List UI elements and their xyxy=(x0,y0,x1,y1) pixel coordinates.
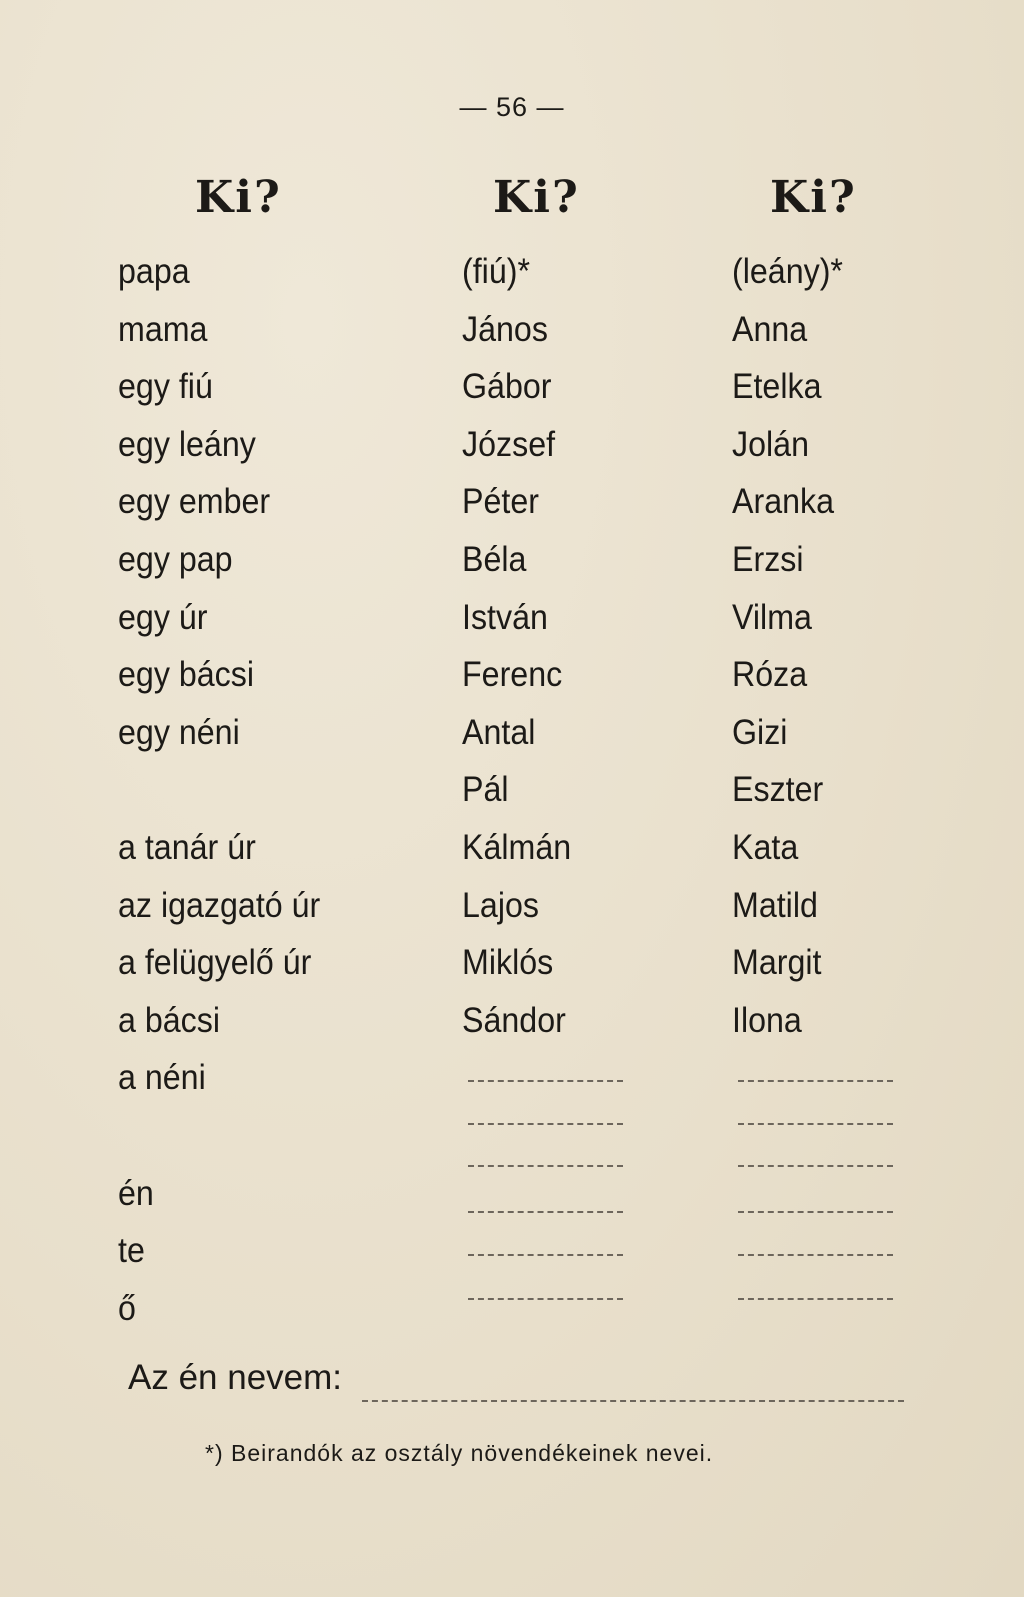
list-item: ő xyxy=(118,1289,136,1328)
footnote: *) Beirandók az osztály növendékeinek nevei. xyxy=(205,1440,714,1466)
list-item: Erzsi xyxy=(732,540,804,579)
list-item: Gábor xyxy=(462,367,552,406)
list-item: a bácsi xyxy=(118,1001,221,1040)
list-item: Pál xyxy=(462,770,509,809)
list-item: (leány)* xyxy=(732,252,843,291)
list-item: Gizi xyxy=(732,713,788,752)
column-heading: Ki? xyxy=(493,172,580,223)
list-item: egy bácsi xyxy=(118,655,255,694)
blank-line xyxy=(468,1254,623,1256)
list-item: te xyxy=(118,1231,145,1270)
list-item: a néni xyxy=(118,1058,206,1097)
page-number: — 56 — xyxy=(459,92,565,122)
list-item: István xyxy=(462,598,548,637)
list-item: Ferenc xyxy=(462,655,563,694)
blank-line xyxy=(738,1211,893,1213)
blank-line xyxy=(468,1211,623,1213)
column-heading: Ki? xyxy=(195,172,282,223)
list-item: a felügyelő úr xyxy=(118,943,312,982)
list-item: Vilma xyxy=(732,598,812,637)
list-item: Ilona xyxy=(732,1001,802,1040)
list-item: Margit xyxy=(732,943,822,982)
list-item: Etelka xyxy=(732,367,822,406)
list-item: egy néni xyxy=(118,713,240,752)
column-heading: Ki? xyxy=(770,172,857,223)
list-item: Aranka xyxy=(732,482,835,521)
list-item: egy fiú xyxy=(118,367,213,406)
list-item: egy úr xyxy=(118,598,208,637)
list-item: egy pap xyxy=(118,540,233,579)
list-item: a tanár úr xyxy=(118,828,256,867)
blank-line xyxy=(738,1254,893,1256)
list-item: Kata xyxy=(732,828,799,867)
name-line-label: Az én nevem: xyxy=(128,1358,342,1397)
name-line xyxy=(362,1400,904,1402)
list-item: Béla xyxy=(462,540,527,579)
list-item: Lajos xyxy=(462,886,539,925)
list-item: Jolán xyxy=(732,425,809,464)
list-item: Matild xyxy=(732,886,818,925)
blank-line xyxy=(468,1298,623,1300)
blank-line xyxy=(738,1298,893,1300)
blank-line xyxy=(738,1165,893,1167)
blank-line xyxy=(738,1080,893,1082)
list-item: Róza xyxy=(732,655,808,694)
blank-line xyxy=(468,1080,623,1082)
list-item: (fiú)* xyxy=(462,252,530,291)
list-item: Péter xyxy=(462,482,539,521)
list-item: az igazgató úr xyxy=(118,886,321,925)
list-item: János xyxy=(462,310,548,349)
blank-line xyxy=(738,1123,893,1125)
list-item: József xyxy=(462,425,556,464)
list-item: mama xyxy=(118,310,208,349)
list-item: Sándor xyxy=(462,1001,566,1040)
list-item: Kálmán xyxy=(462,828,572,867)
list-item: egy ember xyxy=(118,482,271,521)
list-item: én xyxy=(118,1174,154,1213)
list-item: Eszter xyxy=(732,770,824,809)
blank-line xyxy=(468,1123,623,1125)
list-item: papa xyxy=(118,252,190,291)
list-item: Antal xyxy=(462,713,536,752)
list-item: Miklós xyxy=(462,943,554,982)
list-item: egy leány xyxy=(118,425,256,464)
list-item: Anna xyxy=(732,310,808,349)
blank-line xyxy=(468,1165,623,1167)
